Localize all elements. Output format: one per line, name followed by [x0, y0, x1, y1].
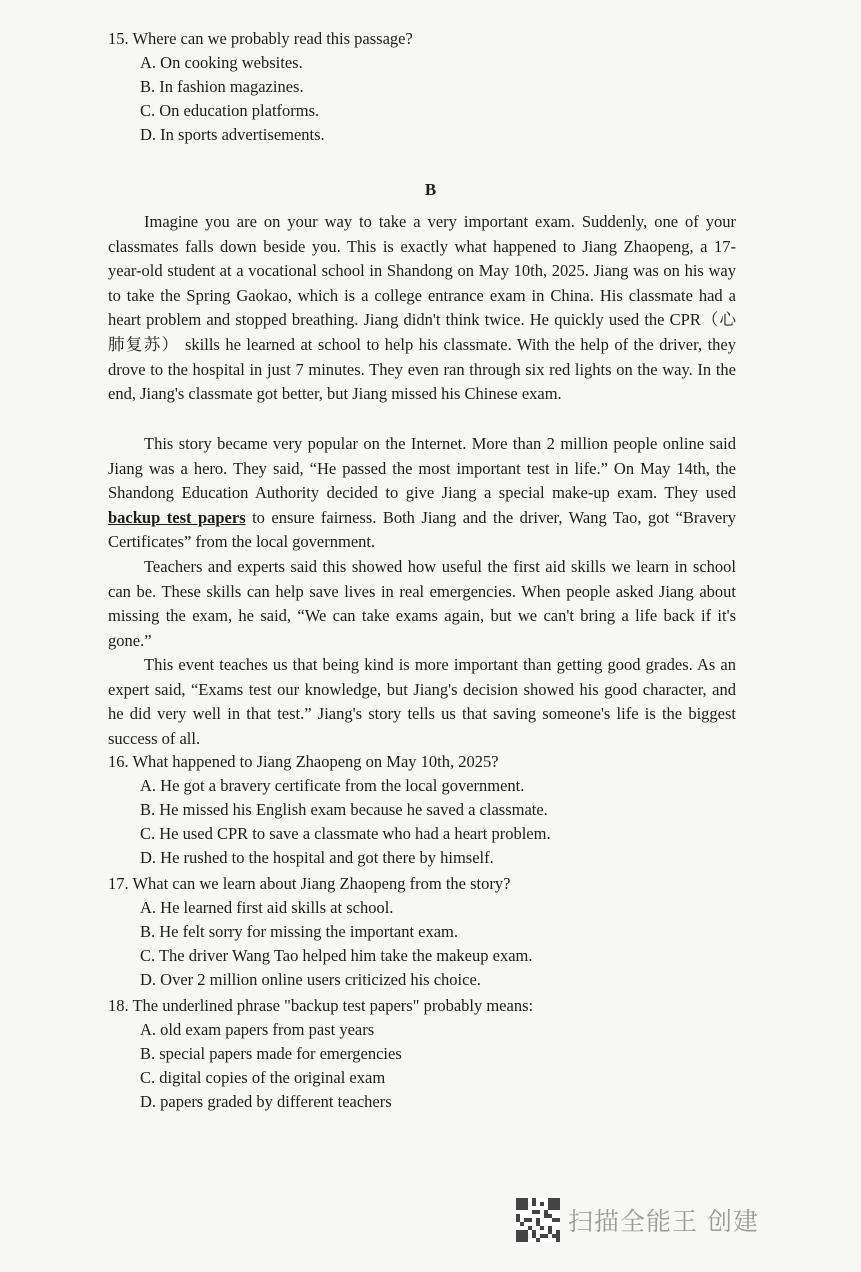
q17-option-d: D. Over 2 million online users criticized his choice. [140, 970, 481, 989]
qr-code-icon [516, 1198, 560, 1242]
q15-option-d: D. In sports advertisements. [140, 125, 325, 144]
q17-option-a: A. He learned first aid skills at school. [140, 898, 394, 917]
passage-paragraph-1: Imagine you are on your way to take a very important exam. Suddenly, one of your classmates falls down beside you. This is exactly what happened to Jiang Zhaopeng, a 17-year-old student at a vocational school in Shandong on May 10th, 2025. Jiang was on his way to take the Spring Gaokao, which is a college entrance exam in China. His classmate had a heart problem and stopped breathing. Jiang didn't think twice. He quickly used the CPR（心肺复苏） skills he learned at school to help his classmate. With the help of the driver, they drove to the hospital in just 7 minutes. They even ran through six red lights on the way. In the end, Jiang's classmate got better, but Jiang missed his Chinese exam. [108, 212, 736, 404]
q17-stem: 17. What can we learn about Jiang Zhaopeng from the story? [108, 874, 511, 893]
q16-option-c: C. He used CPR to save a classmate who had a heart problem. [140, 824, 551, 843]
q15-option-b: B. In fashion magazines. [140, 77, 304, 96]
q17-option-c: C. The driver Wang Tao helped him take the makeup exam. [140, 946, 533, 965]
q16-option-b: B. He missed his English exam because he saved a classmate. [140, 800, 548, 819]
passage-paragraph-2 [108, 432, 736, 555]
q15-stem: 15. Where can we probably read this passage? [108, 29, 413, 48]
q15-option-a: A. On cooking websites. [140, 53, 303, 72]
q17-option-b: B. He felt sorry for missing the important exam. [140, 922, 459, 941]
q18-stem: 18. The underlined phrase "backup test papers" probably means: [108, 996, 534, 1015]
paragraph-2-text-after: to ensure fairness. Both Jiang and the driver, Wang Tao, got “Bravery Certificates” from the local government. [108, 507, 736, 552]
q18-option-c: C. digital copies of the original exam [140, 1068, 386, 1087]
q18-option-b: B. special papers made for emergencies [140, 1044, 402, 1063]
q16-option-d: D. He rushed to the hospital and got there by himself. [140, 848, 494, 867]
q18-option-a: A. old exam papers from past years [140, 1020, 375, 1039]
q15-option-c: C. On education platforms. [140, 101, 320, 120]
scanner-watermark [516, 1198, 759, 1242]
section-b-heading: B [424, 180, 437, 199]
underlined-phrase: backup test papers [108, 507, 246, 527]
watermark-text: 扫描全能王 创建 [568, 1207, 759, 1236]
q16-stem: 16. What happened to Jiang Zhaopeng on May 10th, 2025? [108, 752, 499, 771]
passage-paragraph-3: Teachers and experts said this showed how useful the first aid skills we learn in school can be. These skills can help save lives in real emergencies. When people asked Jiang about missing the exam, he said, “We can take exams again, but we can't bring a life back if it's gone.” [108, 557, 736, 650]
q16-option-a: A. He got a bravery certificate from the local government. [140, 776, 525, 795]
passage-paragraph-4: This event teaches us that being kind is more important than getting good grades. As an expert said, “Exams test our knowledge, but Jiang's decision showed his good character, and he did very well in that test.” Jiang's story tells us that saving someone's life is the biggest success of all. [108, 655, 736, 748]
q18-option-d: D. papers graded by different teachers [140, 1092, 392, 1111]
paragraph-2-text-before: This story became very popular on the Internet. More than 2 million people online said Jiang was a hero. They said, “He passed the most important test in life.” On May 14th, the Shandong Education Authority decided to give Jiang a special make-up exam. They used [108, 434, 736, 503]
